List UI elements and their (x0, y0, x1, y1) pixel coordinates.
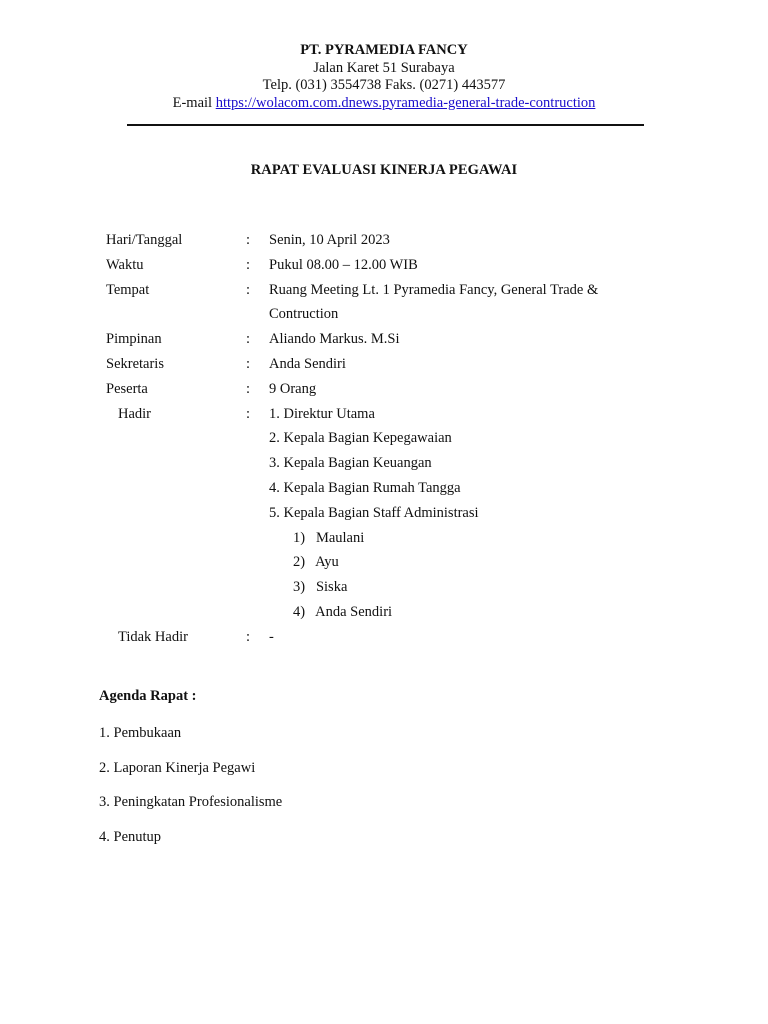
info-separator: : (246, 256, 251, 273)
info-label: Hari/Tanggal (106, 232, 183, 248)
info-separator: : (246, 628, 251, 645)
info-separator: : (246, 232, 251, 248)
letterhead-divider (127, 124, 644, 126)
attendee-item: 3. Kepala Bagian Keuangan (269, 455, 432, 472)
agenda-item: 4. Penutup (99, 829, 162, 845)
company-email-line (0, 95, 768, 113)
company-address: Jalan Karet 51 Surabaya (313, 59, 455, 76)
info-separator: : (246, 355, 251, 372)
email-label: E-mail (172, 94, 213, 111)
info-label: Sekretaris (106, 355, 164, 372)
info-value: Aliando Markus. M.Si (269, 331, 400, 348)
letterhead (0, 42, 768, 112)
company-name: PT. PYRAMEDIA FANCY (300, 42, 468, 58)
agenda-item: 1. Pembukaan (99, 725, 182, 741)
info-value: 9 Orang (269, 380, 317, 397)
info-separator: : (246, 281, 251, 298)
info-label: Pimpinan (106, 331, 162, 348)
email-link[interactable]: https://wolacom.com.dnews.pyramedia-general-trade-contruction (215, 94, 596, 111)
info-label: Waktu (106, 256, 144, 273)
info-value: Pukul 08.00 – 12.00 WIB (269, 256, 418, 273)
attendee-item: 5. Kepala Bagian Staff Administrasi (269, 504, 479, 521)
attendee-item: 1. Direktur Utama (269, 405, 375, 422)
agenda-item: 2. Laporan Kinerja Pegawi (99, 760, 256, 776)
agenda-section (99, 688, 283, 845)
staff-item: 1) Maulani (293, 529, 365, 546)
info-value: Anda Sendiri (269, 355, 346, 372)
info-value: Ruang Meeting Lt. 1 Pyramedia Fancy, General Trade & (269, 281, 599, 298)
company-phone: Telp. (031) 3554738 Faks. (0271) 443577 (262, 77, 506, 93)
info-label: Tidak Hadir (118, 628, 188, 645)
staff-item: 3) Siska (293, 579, 348, 596)
info-label: Tempat (106, 281, 150, 298)
staff-item: 2) Ayu (293, 554, 339, 571)
agenda-title: Agenda Rapat : (99, 688, 197, 704)
attendee-item: 2. Kepala Bagian Kepegawaian (269, 430, 452, 447)
agenda-item: 3. Peningkatan Profesionalisme (99, 794, 283, 810)
staff-item: 4) Anda Sendiri (293, 603, 393, 620)
document-title: RAPAT EVALUASI KINERJA PEGAWAI (250, 162, 518, 178)
info-value: Contruction (269, 306, 339, 323)
info-separator: : (246, 405, 251, 422)
info-separator: : (246, 380, 251, 397)
info-label: Hadir (118, 405, 152, 422)
info-separator: : (246, 331, 251, 348)
info-value: - (269, 628, 274, 645)
attendee-item: 4. Kepala Bagian Rumah Tangga (269, 479, 461, 496)
info-value: Senin, 10 April 2023 (269, 232, 390, 248)
info-label: Peserta (106, 380, 148, 397)
